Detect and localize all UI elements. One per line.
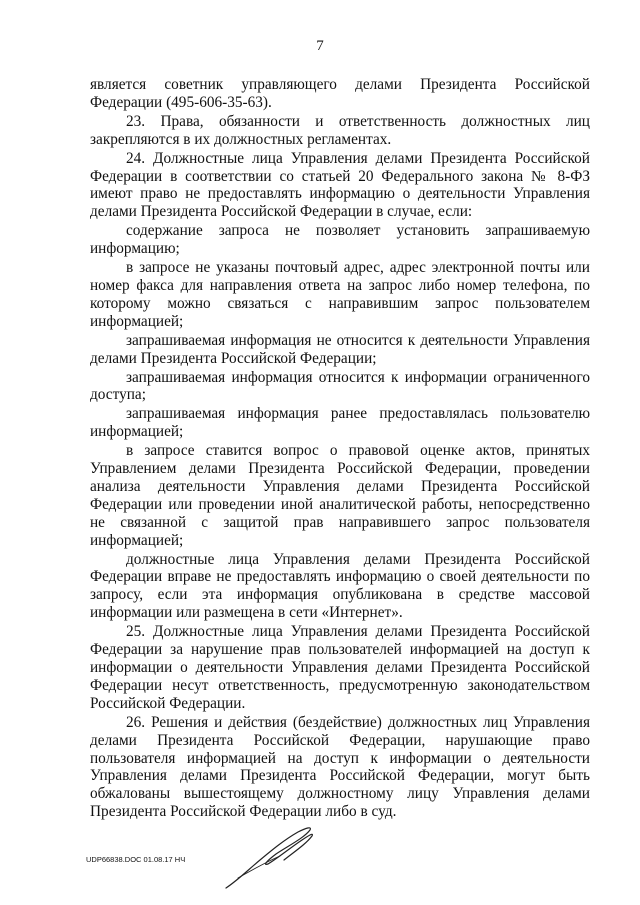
- list-item: содержание запроса не позволяет установить запрашиваемую информацию;: [90, 222, 590, 258]
- paragraph-24: 24. Должностные лица Управления делами Президента Российской Федерации в соответствии со статьей 20 Федерального закона № 8-ФЗ имеют право не предоставлять информацию о деятельности Управления делами Президента Российской Федерации в случае, если:: [90, 149, 590, 221]
- list-item: запрашиваемая информация относится к информации ограниченного доступа;: [90, 368, 590, 404]
- paragraph-continuation: является советник управляющего делами Президента Российской Федерации (495-606-35-63).: [90, 76, 590, 111]
- paragraph-23: 23. Права, обязанности и ответственность должностных лиц закрепляются в их должностных регламентах.: [90, 112, 590, 148]
- list-item: в запросе ставится вопрос о правовой оценке актов, принятых Управлением делами Президента Российской Федерации, проведении анализа деятельности Управления делами Президента Российской Федерации или проведении иной аналитической работы, непосредственно не связанной с защитой прав направившего запрос пользователя информацией;: [90, 442, 590, 549]
- signature: [218, 818, 318, 894]
- document-body: [90, 76, 590, 822]
- page-number: 7: [316, 38, 324, 54]
- list-item: должностные лица Управления делами Президента Российской Федерации вправе не предоставлять информацию о своей деятельности по запросу, если эта информация опубликована в средстве массовой информации или размещена в сети «Интернет».: [90, 550, 590, 622]
- list-item: запрашиваемая информация ранее предоставлялась пользователю информацией;: [90, 405, 590, 441]
- footer-doc-code: UDP66838.DOC 01.08.17 НЧ: [86, 855, 186, 864]
- paragraph-25: 25. Должностные лица Управления делами Президента Российской Федерации за нарушение прав пользователей информацией на доступ к информации о деятельности Управления делами Президента Российской Федерации несут ответственность, предусмотренную законодательством Российской Федерации.: [90, 623, 590, 712]
- paragraph-26: 26. Решения и действия (бездействие) должностных лиц Управления делами Президента Российской Федерации, нарушающие право пользователя информацией на доступ к информации о деятельности Управления делами Президента Российской Федерации, могут быть обжалованы вышестоящему должностному лицу Управления делами Президента Российской Федерации либо в суд.: [90, 713, 590, 821]
- list-item: в запросе не указаны почтовый адрес, адрес электронной почты или номер факса для направления ответа на запрос либо номер телефона, по которому можно связаться с направившим запрос пользователем информацией;: [90, 259, 590, 330]
- list-item: запрашиваемая информация не относится к деятельности Управления делами Президента Российской Федерации;: [90, 331, 590, 367]
